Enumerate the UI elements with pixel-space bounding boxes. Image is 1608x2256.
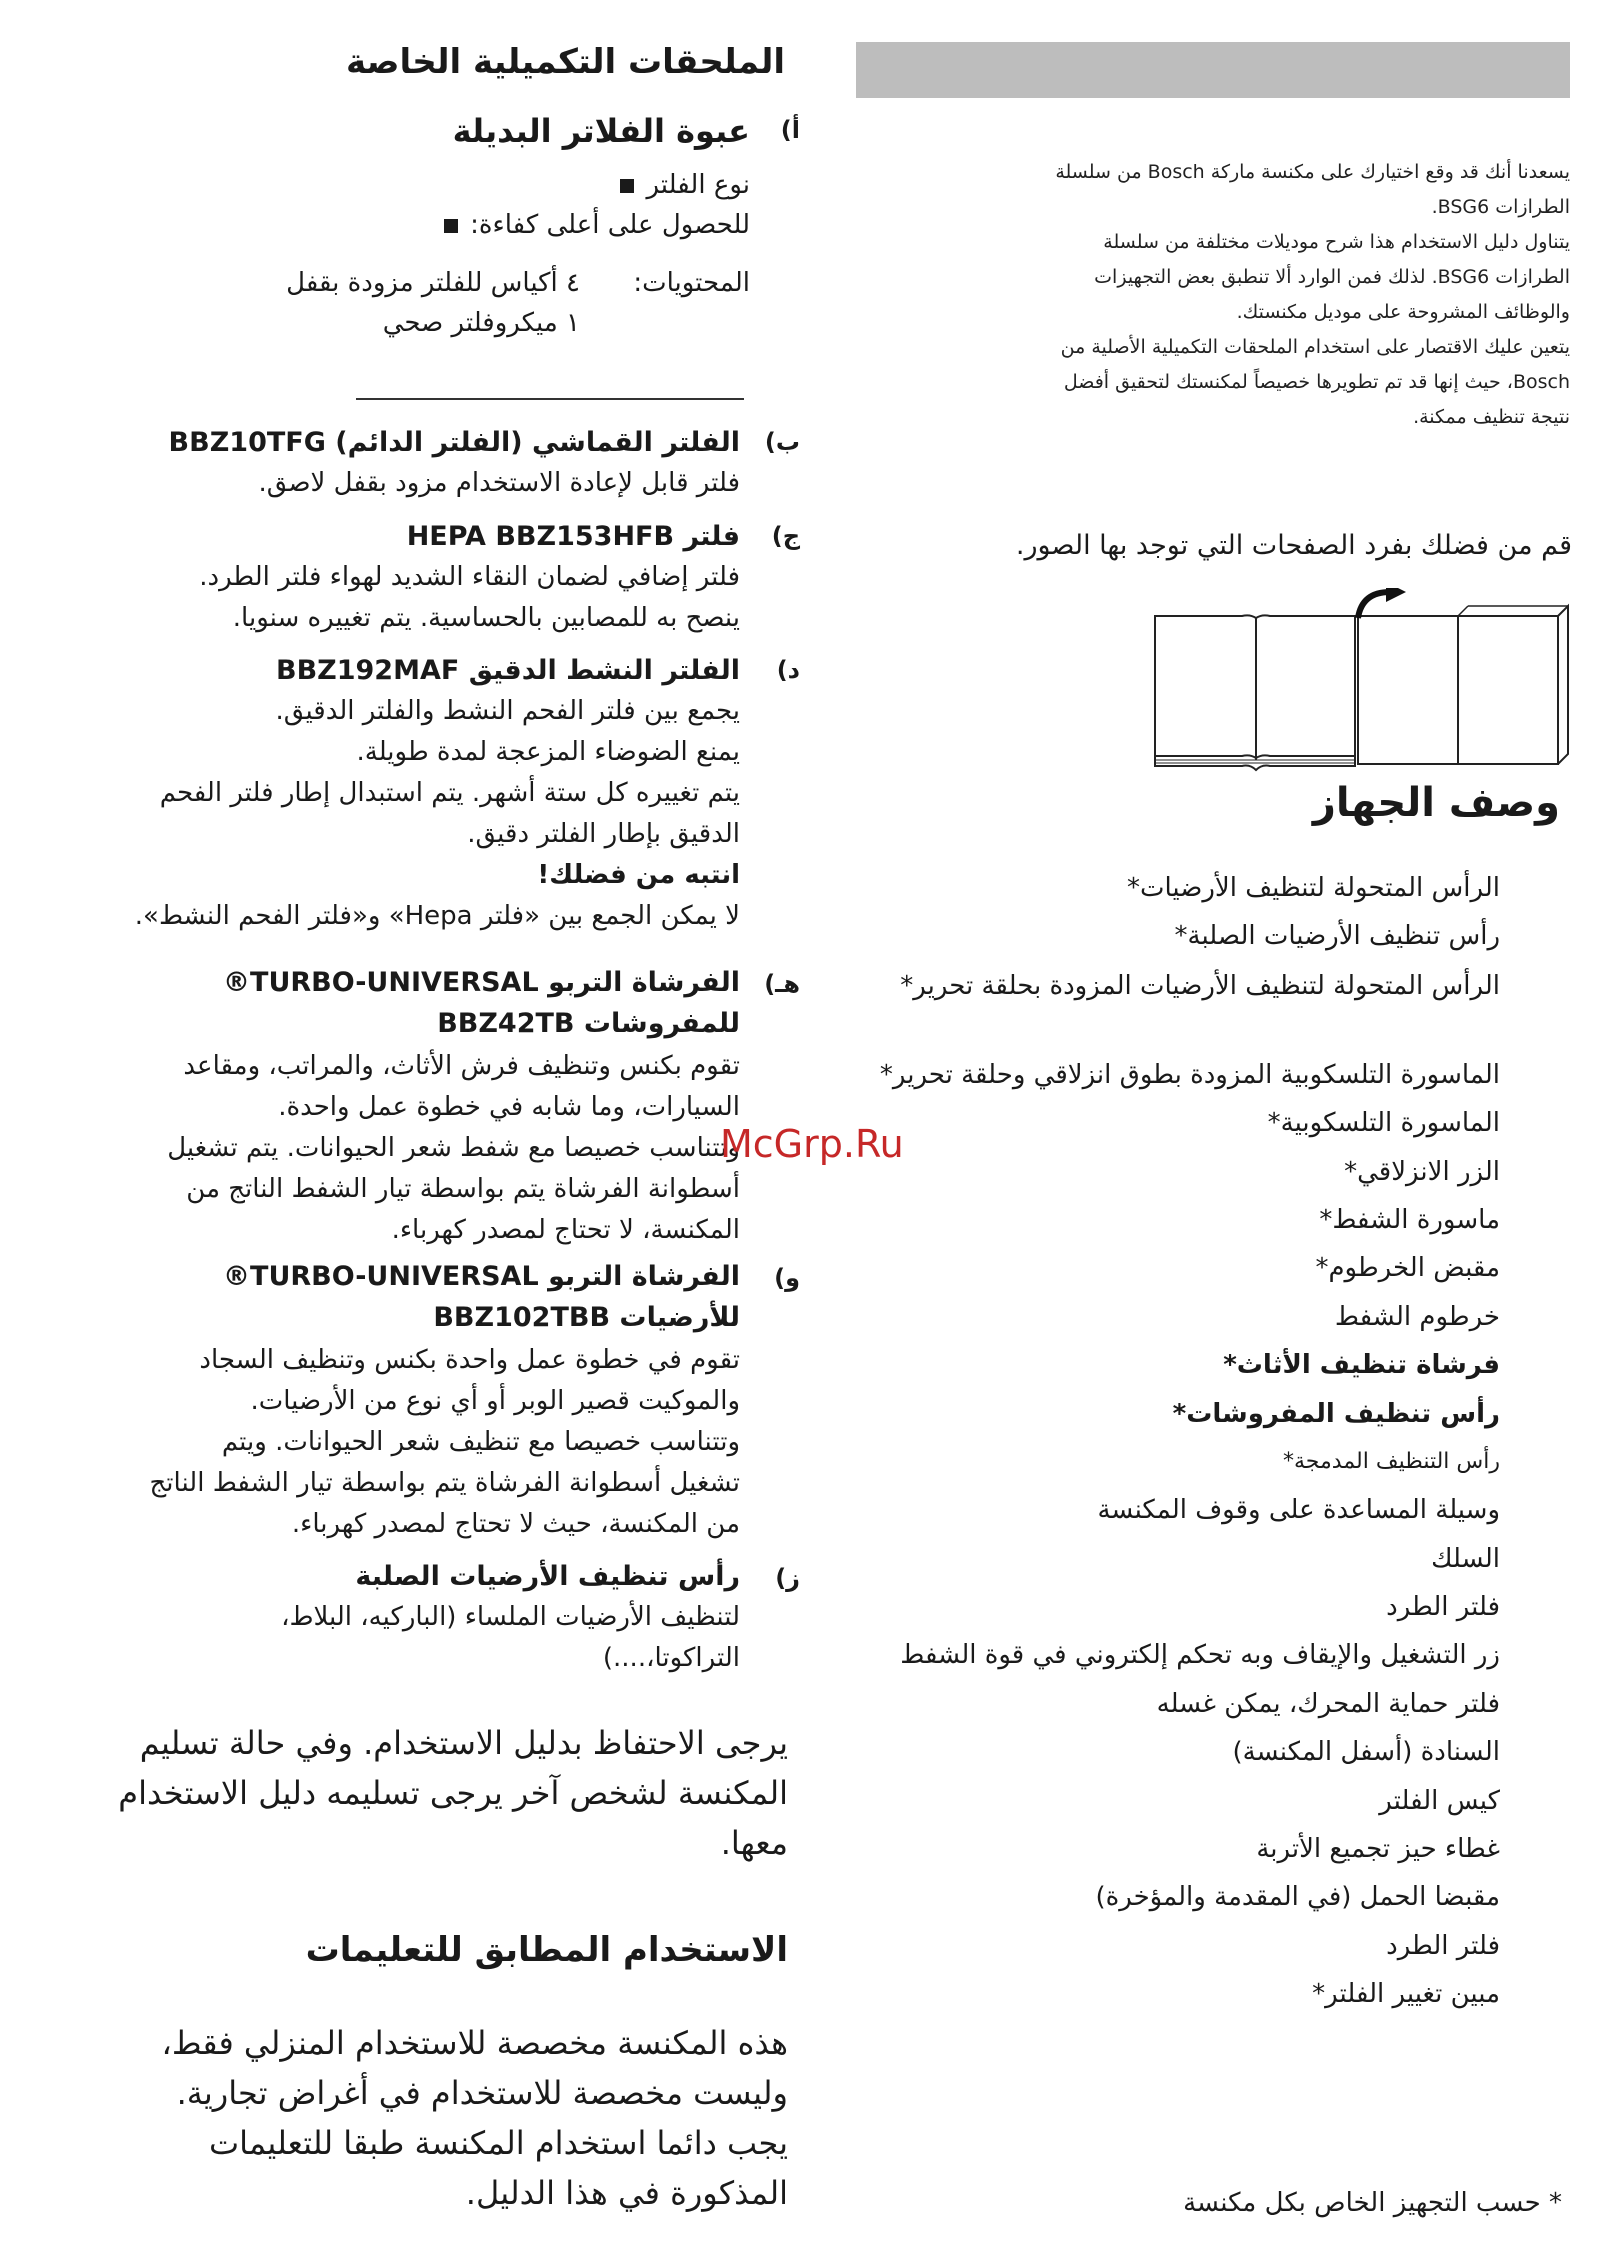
- list-item: الماسورة التلسكوبية المزودة بطوق انزلاقي وحلقة تحرير*: [879, 1059, 1500, 1090]
- proper-use-line: يجب دائما استخدام المكنسة طبقا للتعليمات: [209, 2124, 788, 2162]
- intro-line: يتعين عليك الاقتصار على استخدام الملحقات التكميلية الأصلية من: [1060, 336, 1570, 358]
- intro-text: [1000, 155, 1570, 435]
- section-text: من المكنسة، حيث لا تحتاج لمصدر كهرباء.: [291, 1509, 740, 1539]
- contents-line: ٤ أكياس للفلتر مزودة بقفل: [286, 268, 580, 298]
- list-item: زر التشغيل والإيقاف وبه تحكم إلكتروني في قوة الشفط: [900, 1640, 1500, 1671]
- section-b: [0, 422, 740, 504]
- notice-line: يرجى الاحتفاظ بدليل الاستخدام. وفي حالة تسليم: [139, 1724, 788, 1762]
- section-text: يمنع الضوضاء المزعجة لمدة طويلة.: [356, 737, 740, 767]
- divider: [356, 398, 744, 400]
- section-text: لتنظيف الأرضيات الملساء (الباركيه، البلاط،: [281, 1602, 740, 1632]
- note-text: لا يمكن الجمع بين «فلتر Hepa» و«فلتر الفحم النشط».: [134, 901, 740, 931]
- section-text: يجمع بين فلتر الفحم النشط والفلتر الدقيق.: [275, 696, 740, 726]
- section-text: أسطوانة الفرشاة يتم بواسطة تيار الشفط الناتج من: [186, 1174, 740, 1204]
- notice-line: المكنسة لشخص آخر يرجى تسليمه دليل الاستخدام: [118, 1774, 788, 1812]
- page-title: الملحقات التكميلية الخاصة: [346, 42, 785, 82]
- section-heading: الفلتر النشط الدقيق BBZ192MAF: [275, 655, 740, 686]
- section-f-body: [0, 1340, 740, 1545]
- list-item: خرطوم الشفط: [1334, 1301, 1500, 1332]
- list-item: مقبضا الحمل (في المقدمة والمؤخرة): [1095, 1882, 1500, 1913]
- section-text: والموكيت قصير الوبر أو أي نوع من الأرضيات.: [250, 1386, 740, 1416]
- list-item: مقبض الخرطوم*: [1315, 1253, 1500, 1284]
- proper-use-line: المذكورة في هذا الدليل.: [465, 2174, 788, 2212]
- proper-use-text: [100, 2018, 788, 2218]
- section-heading: عبوة الفلاتر البديلة: [452, 112, 750, 150]
- list-item: الرأس المتحولة لتنظيف الأرضيات*: [1127, 873, 1500, 903]
- section-letter: ج): [771, 522, 800, 550]
- device-description-title: وصف الجهاز: [1312, 780, 1560, 826]
- list-item: كيس الفلتر: [1379, 1785, 1500, 1816]
- header-bar: [856, 42, 1570, 98]
- list-item: فلتر الطرد: [1386, 1592, 1500, 1623]
- bullet-item: [500, 170, 750, 200]
- section-letter: ب): [764, 428, 800, 456]
- section-e-body: [0, 1046, 740, 1251]
- section-text: السيارات، وما شابه في خطوة عمل واحدة.: [278, 1092, 740, 1122]
- section-heading: فلتر HEPA BBZ153HFB: [406, 521, 740, 552]
- list-item: رأس تنظيف الأرضيات الصلبة*: [1174, 921, 1500, 952]
- proper-use-title: الاستخدام المطابق للتعليمات: [305, 1930, 788, 1970]
- intro-line: الطرازات BSG6. لذلك فمن الوارد ألا تنطبق بعض التجهيزات: [1094, 266, 1570, 288]
- intro-line: الطرازات BSG6.: [1431, 196, 1570, 218]
- list-item: فرشاة تنظيف الأثاث*: [1223, 1350, 1500, 1381]
- section-text: المكنسة، لا تحتاج لمصدر كهرباء.: [391, 1215, 740, 1245]
- section-heading: الفرشاة التربو TURBO-UNIVERSAL® للمفروشات BBZ42TB: [223, 967, 740, 1039]
- list-item: فلتر الطرد: [1386, 1930, 1500, 1961]
- intro-line: Bosch، حيث إنها قد تم تطويرها خصيصاً لمكنستك لتحقيق أفضل: [1063, 371, 1570, 393]
- section-f: [220, 1256, 740, 1338]
- component-list: [820, 868, 1500, 2023]
- list-item: وسيلة المساعدة على وقوف المكنسة: [1097, 1495, 1500, 1526]
- list-item: مبين تغيير الفلتر*: [1312, 1979, 1500, 2010]
- list-item: السلك: [1431, 1543, 1500, 1574]
- section-d: [0, 650, 740, 937]
- section-letter: هـ): [764, 970, 800, 998]
- list-item: ماسورة الشفط*: [1319, 1204, 1500, 1235]
- list-item: فلتر حماية المحرك، يمكن غسله: [1156, 1688, 1500, 1719]
- section-text: الدقيق بإطار الفلتر دقيق.: [467, 819, 740, 849]
- list-item: رأس تنظيف المفروشات*: [1172, 1398, 1500, 1429]
- section-text: ينصح به للمصابين بالحساسية. يتم تغييره سنويا.: [232, 603, 740, 633]
- bullet-text: نوع الفلتر: [646, 170, 750, 200]
- list-item: الزر الانزلاقي*: [1344, 1156, 1500, 1187]
- note-title: انتبه من فضلك!: [537, 860, 740, 890]
- section-text: تقوم بكنس وتنظيف فرش الأثاث، والمراتب، ومقاعد: [183, 1051, 740, 1081]
- section-heading: الفرشاة التربو TURBO-UNIVERSAL® للأرضيات BBZ102TBB: [223, 1261, 740, 1333]
- section-letter: أ): [780, 116, 800, 144]
- keep-manual-notice: [60, 1718, 788, 1868]
- list-item: غطاء حيز تجميع الأتربة: [1256, 1834, 1500, 1865]
- section-c: [0, 516, 740, 639]
- list-item: السنادة (أسفل المكنسة): [1232, 1737, 1500, 1768]
- unfold-pages-illustration: [1150, 588, 1570, 780]
- intro-line: يتناول دليل الاستخدام هذا شرح موديلات مختلفة من سلسلة: [1103, 231, 1570, 253]
- contents-line: ١ ميكروفلتر صحي: [382, 308, 580, 338]
- bullet-text: للحصول على أعلى كفاءة:: [470, 210, 750, 240]
- section-letter: د): [776, 656, 800, 684]
- proper-use-line: وليست مخصصة للاستخدام في أغراض تجارية.: [176, 2074, 788, 2112]
- section-text: وتتناسب خصيصا مع تنظيف شعر الحيوانات. ويتم: [221, 1427, 740, 1457]
- section-text: تشغيل أسطوانة الفرشاة يتم بواسطة تيار الشفط الناتج: [149, 1468, 740, 1498]
- section-text: فلتر إضافي لضمان النقاء الشديد لهواء فلتر الطرد.: [199, 562, 740, 592]
- section-heading: رأس تنظيف الأرضيات الصلبة: [355, 1561, 740, 1592]
- section-text: التراكوتا،....): [602, 1643, 740, 1673]
- section-text: يتم تغييره كل ستة أشهر. يتم استبدال إطار فلتر الفحم: [159, 778, 740, 808]
- notice-line: معها.: [720, 1824, 788, 1862]
- intro-line: نتيجة تنظيف ممكنة.: [1413, 406, 1570, 428]
- unfold-instruction: قم من فضلك بفرد الصفحات التي توجد بها الصور.: [1015, 530, 1572, 561]
- section-text: وتتناسب خصيصا مع شفط شعر الحيوانات. يتم تشغيل: [167, 1133, 740, 1163]
- intro-line: يسعدنا أنك قد وقع اختيارك على مكنسة ماركة Bosch من سلسلة: [1055, 161, 1570, 183]
- section-g: [0, 1556, 740, 1679]
- section-heading: الفلتر القماشي (الفلتر الدائم) BBZ10TFG: [168, 427, 740, 458]
- section-letter: ز): [775, 1564, 800, 1592]
- section-letter: و): [774, 1264, 800, 1292]
- intro-line: والوظائف المشروحة على موديل مكنستك.: [1236, 301, 1570, 323]
- proper-use-line: هذه المكنسة مخصصة للاستخدام المنزلي فقط،: [161, 2024, 788, 2062]
- section-text: تقوم في خطوة عمل واحدة بكنس وتنظيف السجاد: [199, 1345, 740, 1375]
- list-item: الماسورة التلسكوبية*: [1267, 1108, 1500, 1139]
- list-item: الرأس المتحولة لتنظيف الأرضيات المزودة بحلقة تحرير*: [900, 970, 1500, 1001]
- bullet-item: [350, 210, 750, 240]
- list-item: رأس التنظيف المدمجة*: [1283, 1448, 1500, 1474]
- footnote: * حسب التجهيز الخاص بكل مكنسة: [1183, 2188, 1562, 2218]
- section-text: فلتر قابل لإعادة الاستخدام مزود بقفل لاصق.: [258, 468, 740, 498]
- contents-label: المحتويات:: [633, 268, 750, 298]
- section-e: [220, 962, 740, 1044]
- watermark: McGrp.Ru: [720, 1122, 904, 1166]
